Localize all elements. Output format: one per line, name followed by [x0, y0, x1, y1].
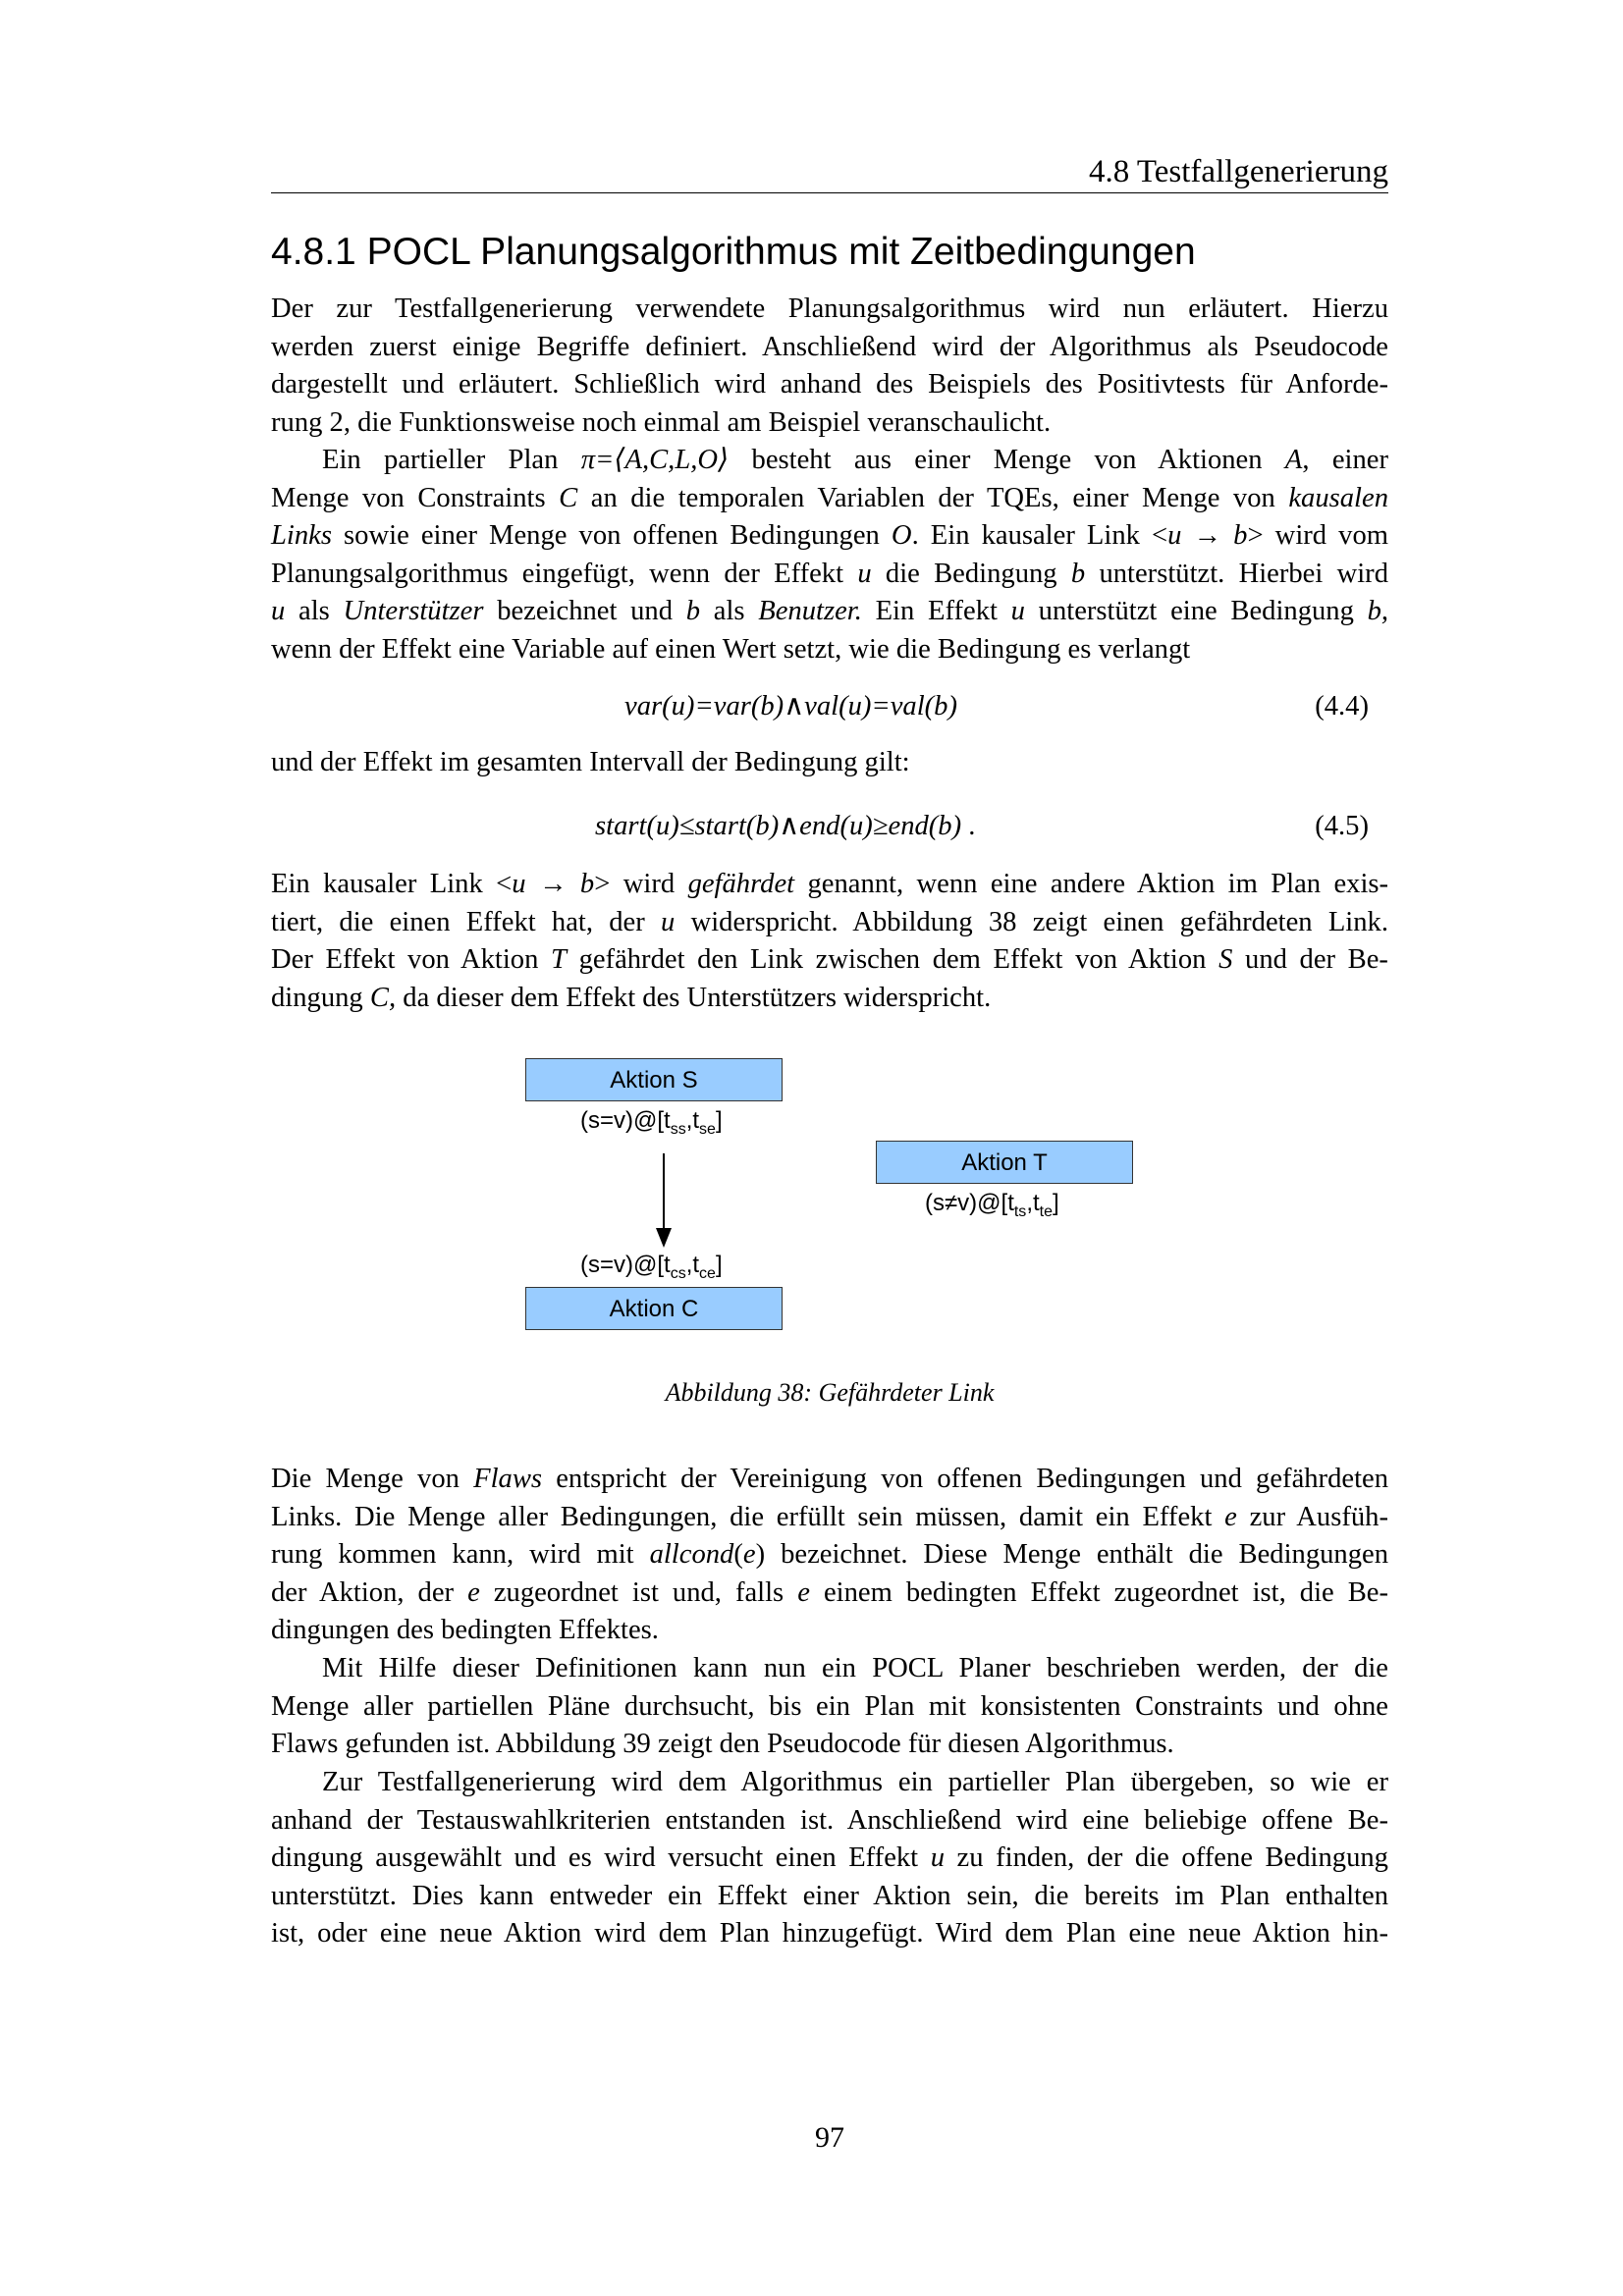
text-line: Flaws gefunden ist. Abbildung 39 zeigt den Pseudocode für diesen Algorithmus. — [271, 1729, 1174, 1759]
text-line: der Aktion, der e zugeordnet ist und, falls e einem bedingten Effekt zugeordnet ist, die Be- — [271, 1576, 1389, 1608]
equation-4-4 — [271, 687, 1388, 726]
paragraph-interval — [271, 744, 1388, 782]
section-heading — [271, 229, 1196, 276]
text-line: Ein kausaler Link <u → b> wird gefährdet genannt, wenn eine andere Aktion im Plan exis- — [271, 869, 1389, 899]
text-line: dargestellt und erläutert. Schließlich wird anhand des Beispiels des Positivtests für Anforde- — [271, 369, 1388, 400]
text-line: anhand der Testauswahlkriterien entstanden ist. Anschließend wird eine beliebige offene Be- — [271, 1804, 1388, 1836]
text-line: Menge aller partiellen Pläne durchsucht, bis ein Plan mit konsistenten Constraints und ohne — [271, 1690, 1388, 1722]
text-line: rung 2, die Funktionsweise noch einmal am Beispiel veranschaulicht. — [271, 406, 1052, 438]
paragraph-intro — [271, 291, 1388, 442]
figure-caption: Abbildung 38: Gefährdeter Link — [665, 1378, 995, 1407]
text-line: Der zur Testfallgenerierung verwendete Planungsalgorithmus wird nun erläutert. Hierzu — [271, 294, 1388, 324]
text-line: unterstützt. Dies kann entweder ein Effekt einer Aktion sein, die bereits im Plan enthalten — [271, 1880, 1388, 1911]
text-line: rung kommen kann, wird mit allcond(e) bezeichnet. Diese Menge enthält die Bedingungen — [271, 1539, 1388, 1570]
paragraph-flaws — [271, 1461, 1388, 1650]
formula-plan: π=⟨A,C,L,O⟩ — [580, 445, 730, 475]
text-line: werden zuerst einige Begriffe definiert. Anschließend wird der Algorithmus als Pseudocode — [271, 331, 1388, 362]
text-line: u als Unterstützer bezeichnet und b als Benutzer. Ein Effekt u unterstützt eine Bedingung b, — [271, 596, 1389, 626]
text-line: dingungen des bedingten Effektes. — [271, 1615, 659, 1645]
page-number: 97 — [815, 2121, 844, 2154]
section-number: 4.8.1 — [271, 231, 356, 273]
text-line: Mit Hilfe dieser Definitionen kann nun ein POCL Planer beschrieben werden, der die — [322, 1653, 1388, 1683]
text-line: Links. Die Menge aller Bedingungen, die erfüllt sein müssen, damit ein Effekt e zur Ausfüh- — [271, 1501, 1388, 1532]
text-line: Der Effekt von Aktion T gefährdet den Link zwischen dem Effekt von Aktion S und der Be- — [271, 944, 1388, 975]
equation-number: (4.4) — [1315, 691, 1369, 721]
label-effect-t: $(s\ne v)@[t_{ts},t_{te}]$ — [925, 1190, 1059, 1220]
box-aktion-s: Aktion S — [525, 1058, 783, 1101]
paragraph-partial-plan — [271, 442, 1388, 668]
equation-body: var(u)=var(b)∧val(u)=val(b) — [624, 691, 957, 721]
text-line: Zur Testfallgenerierung wird dem Algorithmus ein partieller Plan übergeben, so wie er — [322, 1767, 1388, 1797]
paragraph-pocl-planner — [271, 1650, 1388, 1764]
equation-number: (4.5) — [1315, 811, 1369, 841]
text-line: Ein partieller Plan π=⟨A,C,L,O⟩ besteht aus einer Menge von Aktionen A, einer — [322, 445, 1388, 475]
text-line: tiert, die einen Effekt hat, der u widerspricht. Abbildung 38 zeigt einen gefährdeten Link. — [271, 906, 1388, 937]
box-aktion-c: Aktion C — [525, 1287, 783, 1330]
text-line: wenn der Effekt eine Variable auf einen Wert setzt, wie die Bedingung es verlangt — [271, 633, 1191, 665]
text-line: und der Effekt im gesamten Intervall der Bedingung gilt: — [271, 747, 910, 777]
paragraph-test-generation — [271, 1764, 1388, 1953]
text-line: Die Menge von Flaws entspricht der Vereinigung von offenen Bedingungen und gefährdeten — [271, 1464, 1388, 1494]
section-title: POCL Planungsalgorithmus mit Zeitbedingungen — [366, 231, 1196, 273]
header-rule — [271, 192, 1388, 193]
text-line: ist, oder eine neue Aktion wird dem Plan hinzugefügt. Wird dem Plan eine neue Aktion hin- — [271, 1918, 1388, 1949]
box-aktion-t: Aktion T — [876, 1141, 1133, 1184]
figure-threatened-link — [271, 1055, 1388, 1369]
label-effect-s: $(s=v)@[t_{ss},t_{se}]$ — [580, 1107, 723, 1138]
text-line: dingung ausgewählt und es wird versucht einen Effekt u zu finden, der die offene Bedingung — [271, 1842, 1388, 1873]
text-line: Links sowie einer Menge von offenen Bedingungen O. Ein kausaler Link <u → b> wird vom — [271, 520, 1388, 551]
equation-4-5 — [271, 807, 1388, 846]
figure-arrow — [271, 1055, 1388, 1369]
running-head: 4.8 Testfallgenerierung — [1089, 154, 1388, 189]
text-line: Menge von Constraints C an die temporalen Variablen der TQEs, einer Menge von kausalen — [271, 482, 1388, 513]
label-condition-c: $(s=v)@[t_{cs},t_{ce}]$ — [580, 1252, 723, 1282]
equation-body: start(u)≤start(b)∧end(u)≥end(b) . — [595, 811, 976, 841]
text-line: Planungsalgorithmus eingefügt, wenn der Effekt u die Bedingung b unterstützt. Hierbei wird — [271, 558, 1388, 589]
paragraph-threatened-link — [271, 866, 1388, 1017]
text-line: dingung C, da dieser dem Effekt des Unterstützers widerspricht. — [271, 982, 992, 1013]
